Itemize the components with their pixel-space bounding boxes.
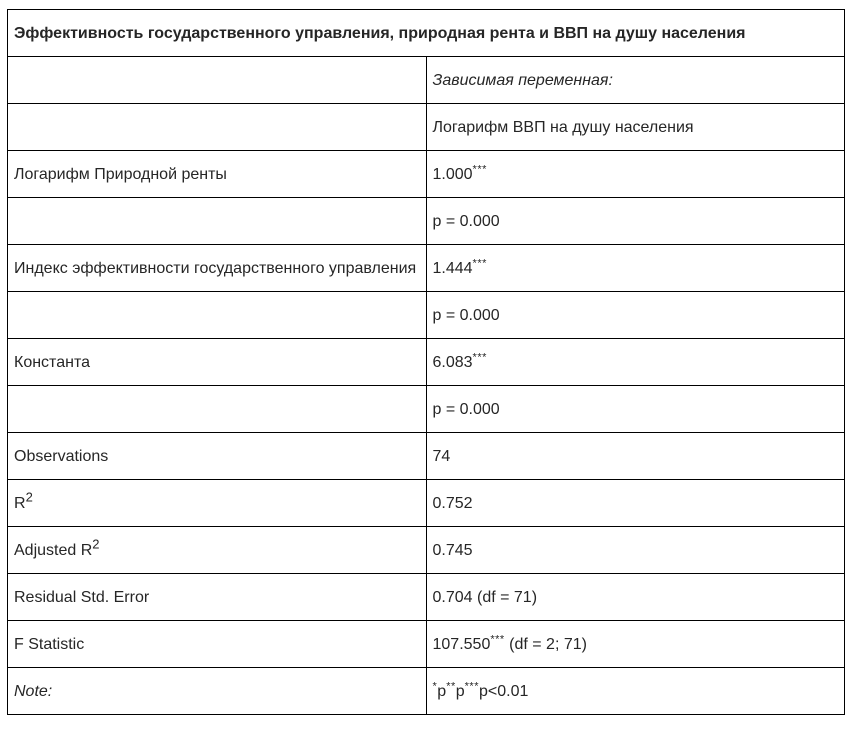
cell-text: 0.752 [432, 494, 473, 512]
cell-text: p [437, 682, 447, 700]
superscript: 2 [92, 536, 100, 552]
cell-text: p<0.01 [479, 682, 529, 700]
cell-text: p = 0.000 [432, 212, 500, 230]
table-row [8, 57, 845, 104]
row-value-cell [426, 433, 845, 480]
row-label-cell [8, 386, 427, 433]
table-row [8, 151, 845, 198]
row-value-cell [426, 386, 845, 433]
table-row [8, 480, 845, 527]
row-value-cell [426, 668, 845, 715]
superscript: *** [472, 257, 487, 270]
cell-text: (df = 2; 71) [504, 635, 587, 653]
regression-table-body [8, 10, 845, 715]
table-row [8, 198, 845, 245]
table-row [8, 386, 845, 433]
row-label-cell [8, 339, 427, 386]
superscript: 2 [25, 489, 33, 505]
table-title: Эффективность государственного управления, природная рента и ВВП на душу населения [8, 10, 845, 57]
row-label-cell [8, 198, 427, 245]
cell-text: 6.083 [432, 353, 473, 371]
table-row [8, 527, 845, 574]
superscript: *** [472, 351, 487, 364]
row-value-cell [426, 198, 845, 245]
row-value-cell [426, 621, 845, 668]
cell-text: Зависимая переменная: [432, 71, 613, 89]
row-label-cell [8, 104, 427, 151]
row-value-cell [426, 104, 845, 151]
row-value-cell [426, 527, 845, 574]
cell-text: Adjusted R [14, 541, 93, 559]
superscript: *** [472, 163, 487, 176]
cell-text: Residual Std. Error [14, 588, 150, 606]
cell-text: 107.550 [432, 635, 491, 653]
superscript: * [432, 680, 438, 693]
row-value-cell [426, 151, 845, 198]
row-value-cell [426, 245, 845, 292]
regression-results-table [7, 9, 845, 715]
row-label-cell [8, 292, 427, 339]
cell-text: R [14, 494, 26, 512]
table-row [8, 668, 845, 715]
cell-text: p [455, 682, 465, 700]
cell-text: Логарифм ВВП на душу населения [432, 118, 694, 136]
row-label-cell [8, 480, 427, 527]
table-row [8, 574, 845, 621]
row-label-cell [8, 668, 427, 715]
cell-text: Логарифм Природной ренты [14, 165, 227, 183]
row-label-cell [8, 151, 427, 198]
cell-text: 1.444 [432, 259, 473, 277]
cell-text: 1.000 [432, 165, 473, 183]
superscript: ** [446, 680, 456, 693]
table-row [8, 104, 845, 151]
cell-text: 0.704 (df = 71) [432, 588, 538, 606]
row-label-cell [8, 433, 427, 480]
table-row [8, 433, 845, 480]
table-row [8, 621, 845, 668]
cell-text: F Statistic [14, 635, 85, 653]
cell-text: 0.745 [432, 541, 473, 559]
row-value-cell [426, 574, 845, 621]
cell-text: Константа [14, 353, 90, 371]
cell-text: p = 0.000 [432, 306, 500, 324]
row-label-cell [8, 574, 427, 621]
table-row [8, 339, 845, 386]
row-label-cell [8, 245, 427, 292]
table-row [8, 292, 845, 339]
cell-text: 74 [432, 447, 451, 465]
cell-text: Индекс эффективности государственного управления [14, 259, 417, 277]
row-value-cell [426, 57, 845, 104]
cell-text: Note: [14, 682, 53, 700]
superscript: *** [490, 633, 505, 646]
row-value-cell [426, 480, 845, 527]
row-label-cell [8, 621, 427, 668]
superscript: *** [464, 680, 479, 693]
row-value-cell [426, 292, 845, 339]
table-title-row [8, 10, 845, 57]
cell-text: Observations [14, 447, 109, 465]
table-row [8, 245, 845, 292]
row-label-cell [8, 57, 427, 104]
row-value-cell [426, 339, 845, 386]
row-label-cell [8, 527, 427, 574]
cell-text: p = 0.000 [432, 400, 500, 418]
